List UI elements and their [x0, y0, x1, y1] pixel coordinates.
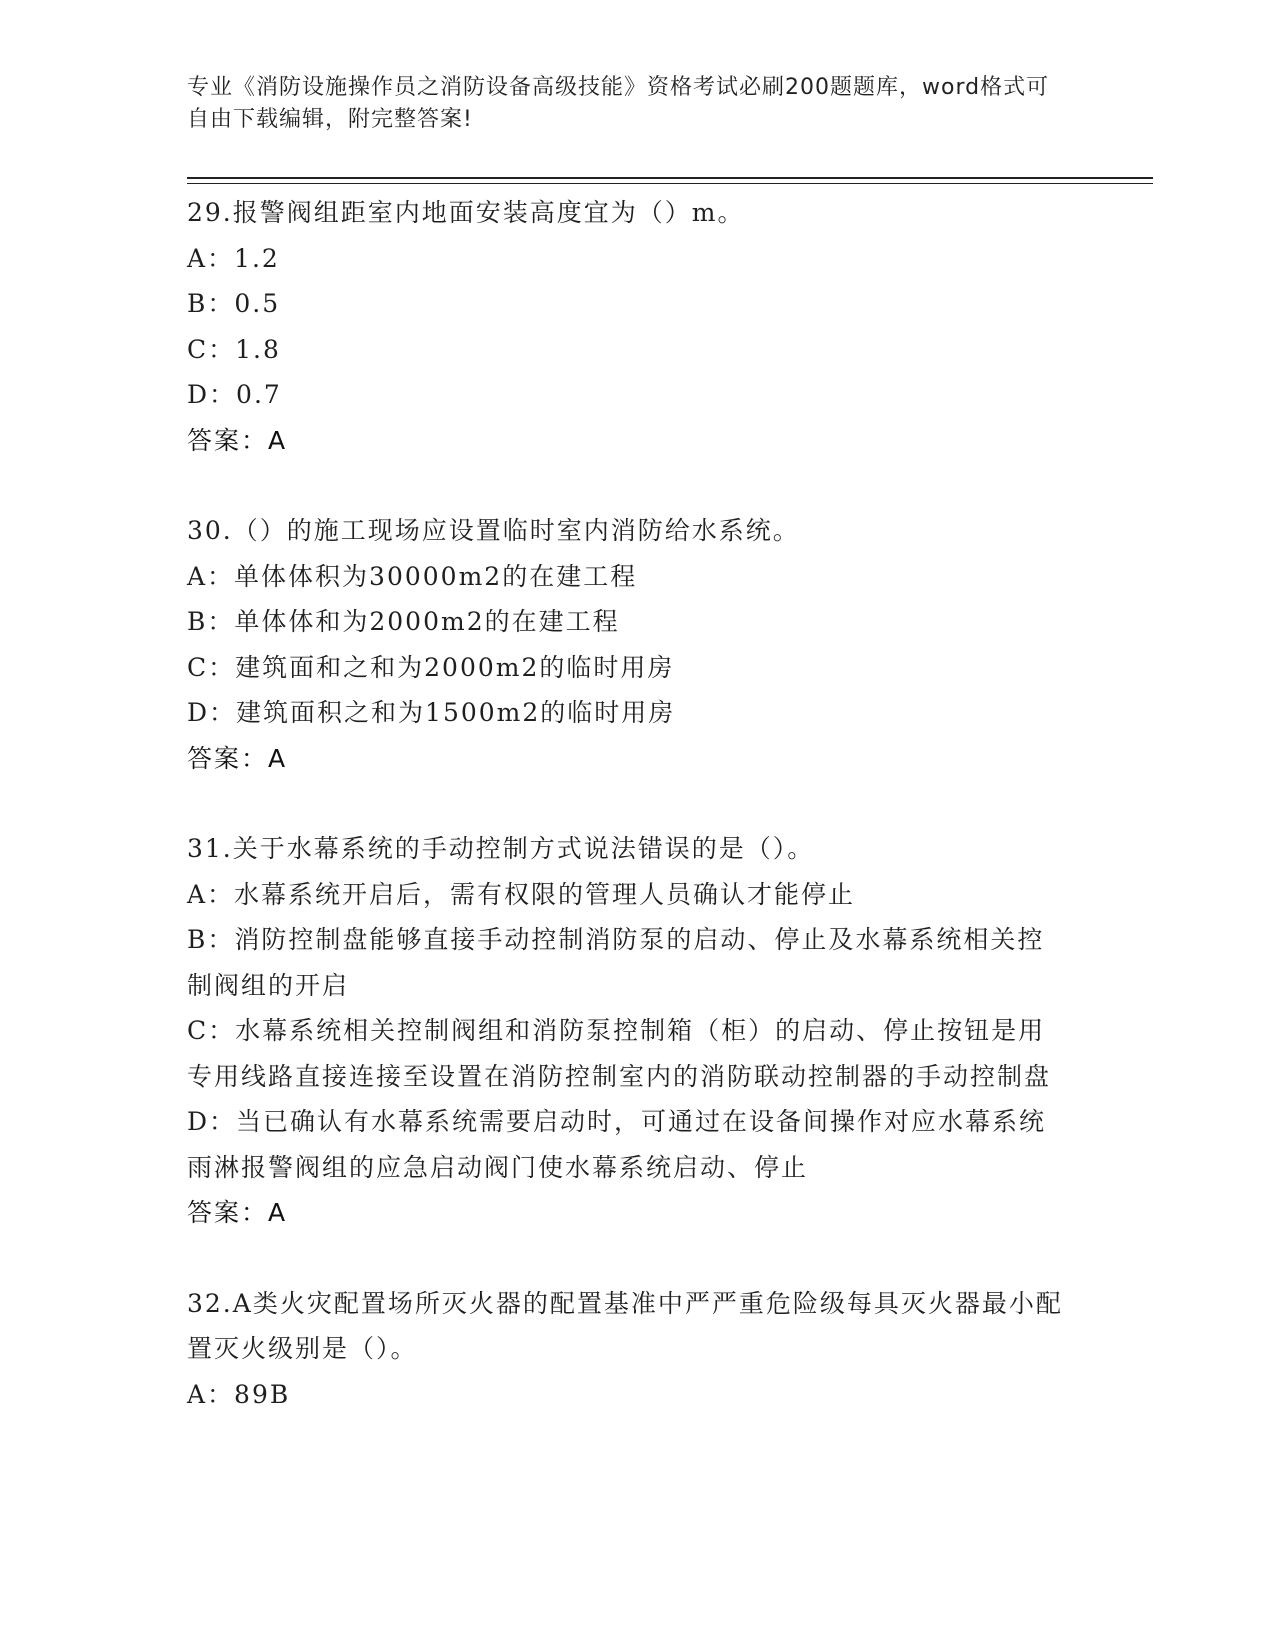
question-list: [187, 190, 1067, 1462]
question-stem: 32.A类火灾配置场所灭火器的配置基准中严严重危险级每具灭火器最小配置灭火级别是（）。: [187, 1288, 1063, 1363]
option-c: C：1.8: [187, 334, 281, 364]
option-a: A：单体体积为30000m2的在建工程: [187, 561, 638, 591]
question-32: [187, 1281, 1067, 1418]
question-30: [187, 508, 1067, 781]
option-a: A：1.2: [187, 243, 280, 273]
question-stem: 30.（）的施工现场应设置临时室内消防给水系统。: [187, 516, 800, 545]
document-header: 专业《消防设施操作员之消防设备高级技能》资格考试必刷200题题库，word格式可自由下载编辑，附完整答案!: [187, 75, 1050, 132]
option-b: B：0.5: [187, 289, 281, 318]
option-a: A：89B: [187, 1379, 291, 1409]
option-c: C：建筑面和之和为2000m2的临时用房: [187, 652, 675, 682]
header-rule-thin: [187, 183, 1153, 184]
answer-label: 答案：A: [187, 1198, 288, 1227]
option-b: B：消防控制盘能够直接手动控制消防泵的启动、停止及水幕系统相关控制阀组的开启: [187, 925, 1045, 1000]
question-29: [187, 190, 1067, 463]
option-b: B：单体体和为2000m2的在建工程: [187, 607, 620, 636]
header-rule-thick: [187, 177, 1153, 179]
option-d: D：建筑面积之和为1500m2的临时用房: [187, 698, 676, 727]
option-c: C：水幕系统相关控制阀组和消防泵控制箱（柜）的启动、停止按钮是用专用线路直接连接至设置在消防控制室内的消防联动控制器的手动控制盘: [187, 1016, 1052, 1091]
answer-label: 答案：A: [187, 425, 288, 455]
option-d: D：当已确认有水幕系统需要启动时，可通过在设备间操作对应水幕系统雨淋报警阀组的应急启动阀门使水幕系统启动、停止: [187, 1107, 1047, 1182]
question-31: [187, 826, 1067, 1236]
question-stem: 31.关于水幕系统的手动控制方式说法错误的是（）。: [187, 834, 815, 863]
option-a: A：水幕系统开启后，需有权限的管理人员确认才能停止: [187, 879, 856, 909]
question-stem: 29.报警阀组距室内地面安装高度宜为（）m。: [187, 198, 745, 227]
option-d: D：0.7: [187, 380, 282, 409]
answer-label: 答案：A: [187, 743, 288, 773]
